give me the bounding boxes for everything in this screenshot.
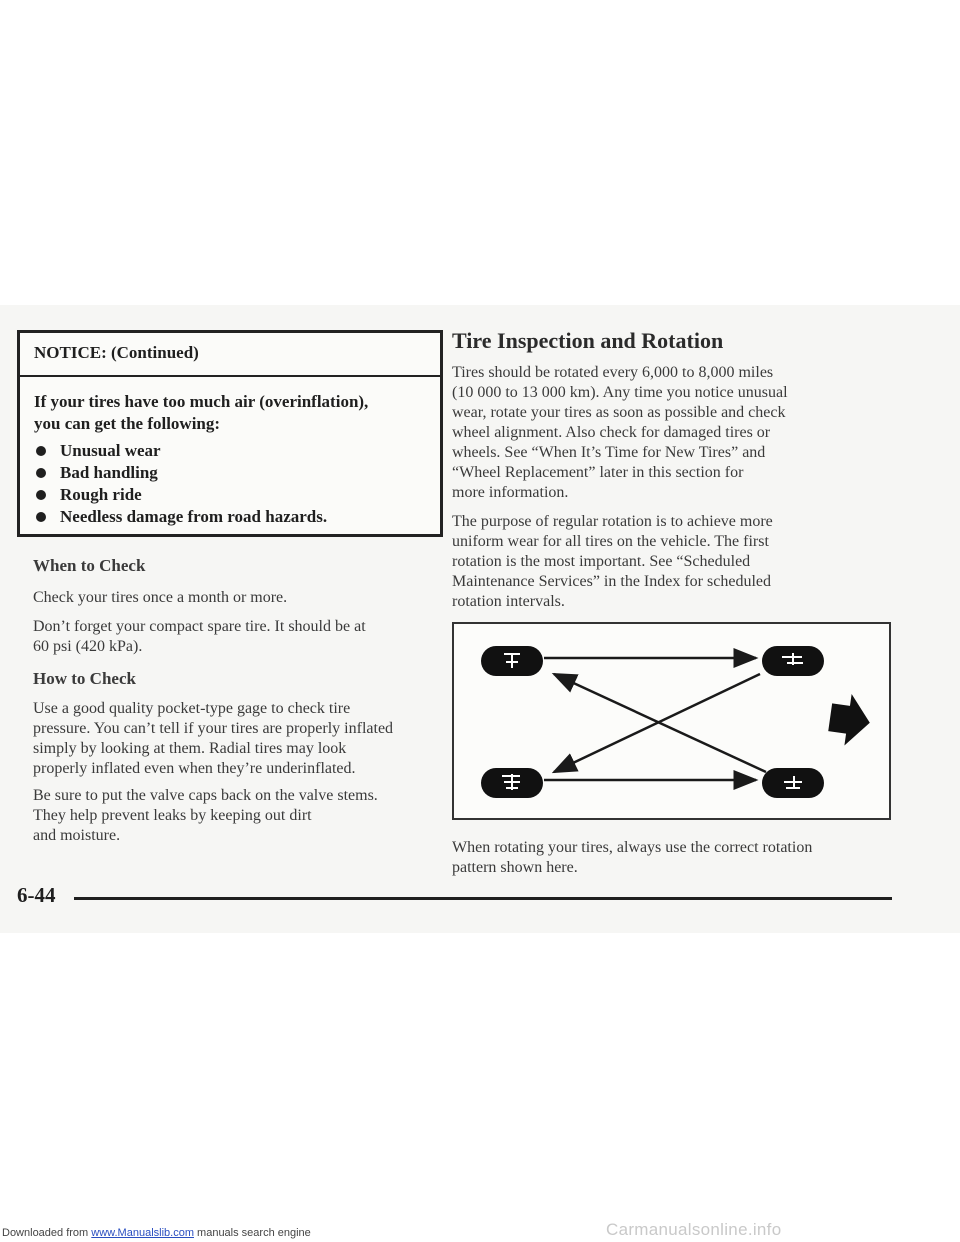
rear-right-tire-icon (762, 768, 824, 798)
rear-left-tire-icon (481, 768, 543, 798)
text-line: wear, rotate your tires as soon as possible and check (452, 404, 786, 421)
text-line: properly inflated even when they’re underinflated. (33, 760, 356, 777)
text-line: Use a good quality pocket-type gage to check tire (33, 700, 351, 717)
notice-box (17, 330, 443, 537)
bullet-text: Rough ride (60, 485, 142, 504)
text-line: rotation is the most important. See “Scheduled (452, 553, 751, 570)
when-to-check-heading: When to Check (33, 556, 146, 575)
section-title: Tire Inspection and Rotation (452, 328, 724, 353)
rotation-purpose-paragraph (452, 512, 773, 612)
notice-intro-line: you can get the following: (34, 414, 221, 433)
bullet-text: Needless damage from road hazards. (60, 507, 328, 526)
download-watermark (2, 1227, 311, 1239)
text-line: (10 000 to 13 000 km). Any time you notice unusual (452, 384, 788, 401)
text-line: pressure. You can’t tell if your tires are properly inflated (33, 720, 394, 737)
text-line: They help prevent leaks by keeping out dirt (33, 807, 312, 824)
watermark-prefix: Downloaded from (2, 1227, 92, 1239)
watermark-suffix: manuals search engine (193, 1227, 311, 1239)
bullet-icon (36, 446, 46, 456)
bullet-icon (36, 468, 46, 478)
front-right-tire-icon (762, 646, 824, 676)
bullet-item (34, 506, 440, 528)
site-watermark: Carmanualsonline.info (606, 1220, 782, 1239)
notice-intro-line: If your tires have too much air (overinflation), (34, 392, 369, 411)
bullet-icon (36, 512, 46, 522)
notice-heading: NOTICE: (Continued) (20, 333, 440, 377)
gage-paragraph (33, 699, 393, 779)
valve-caps-paragraph (33, 786, 378, 846)
bullet-item (34, 462, 440, 484)
rotation-interval-paragraph (452, 363, 788, 503)
text-line: wheels. See “When It’s Time for New Tires” and (452, 444, 766, 461)
diagram-caption (452, 838, 812, 878)
front-left-tire-icon (481, 646, 543, 676)
text-line: The purpose of regular rotation is to achieve more (452, 513, 773, 530)
how-to-check-heading: How to Check (33, 669, 136, 688)
text-line: pattern shown here. (452, 859, 578, 876)
text-line: Don’t forget your compact spare tire. It should be at (33, 618, 366, 635)
text-line: and moisture. (33, 827, 121, 844)
direction-arrow-icon (827, 691, 874, 748)
spare-tire-paragraph (33, 617, 366, 657)
text-line: Be sure to put the valve caps back on the valve stems. (33, 787, 378, 804)
rotation-diagram-svg (454, 624, 889, 818)
when-to-check-paragraph: Check your tires once a month or more. (33, 589, 288, 606)
bullet-item (34, 440, 440, 462)
text-line: Tires should be rotated every 6,000 to 8,000 miles (452, 364, 774, 381)
bullet-icon (36, 490, 46, 500)
notice-bullet-list (34, 440, 440, 528)
text-line: “Wheel Replacement” later in this section for (452, 464, 744, 481)
text-line: rotation intervals. (452, 593, 565, 610)
text-line: wheel alignment. Also check for damaged tires or (452, 424, 771, 441)
text-line: Maintenance Services” in the Index for scheduled (452, 573, 771, 590)
bullet-item (34, 484, 440, 506)
notice-body (20, 377, 440, 528)
footer-rule (74, 897, 892, 900)
text-line: 60 psi (420 kPa). (33, 638, 143, 655)
text-line: uniform wear for all tires on the vehicle. The first (452, 533, 769, 550)
bullet-text: Bad handling (60, 463, 158, 482)
rotation-diagram (452, 622, 891, 820)
text-line: When rotating your tires, always use the correct rotation (452, 839, 813, 856)
page-number: 6-44 (17, 883, 56, 907)
text-line: more information. (452, 484, 569, 501)
manualslib-link[interactable]: www.Manualslib.com (91, 1227, 194, 1239)
bullet-text: Unusual wear (60, 441, 161, 460)
text-line: simply by looking at them. Radial tires may look (33, 740, 347, 757)
